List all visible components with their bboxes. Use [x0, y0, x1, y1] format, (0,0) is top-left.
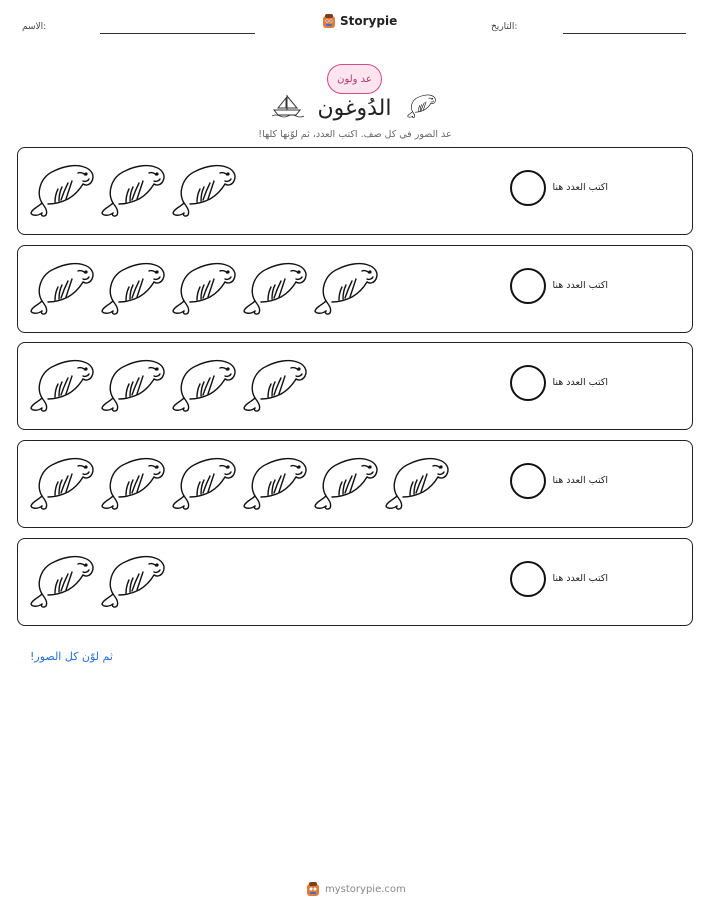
storypie-mascot-icon: [322, 13, 336, 29]
footer-instruction: ثم لوّن كل الصور!: [30, 650, 113, 663]
answer-circle[interactable]: [510, 170, 546, 206]
answer-label: اكتب العدد هنا: [552, 573, 608, 584]
site-footer: [306, 881, 406, 897]
counting-row: [17, 147, 693, 235]
instructions-text: عد الصور في كل صف. اكتب العدد، ثم لوّنها كلها!: [258, 129, 452, 140]
answer-circle[interactable]: [510, 463, 546, 499]
ship-icon: [270, 92, 304, 118]
counting-row: [17, 440, 693, 528]
activity-badge: عد ولون: [327, 64, 382, 94]
date-label: التاريخ:: [491, 22, 518, 32]
manatee-icon[interactable]: [170, 257, 240, 315]
manatee-icon[interactable]: [28, 550, 98, 608]
manatee-icon[interactable]: [170, 159, 240, 217]
page-title: الدُوغون: [317, 96, 392, 121]
date-line[interactable]: [563, 33, 686, 34]
answer-label: اكتب العدد هنا: [552, 377, 608, 388]
answer-label: اكتب العدد هنا: [552, 182, 608, 193]
name-line[interactable]: [100, 33, 255, 34]
manatee-icon[interactable]: [28, 354, 98, 412]
brand-name: Storypie: [340, 14, 398, 28]
manatee-icon[interactable]: [99, 159, 169, 217]
answer-label: اكتب العدد هنا: [552, 475, 608, 486]
manatee-icon[interactable]: [28, 452, 98, 510]
manatee-icon: [404, 92, 440, 118]
manatee-icon[interactable]: [312, 452, 382, 510]
manatee-icon[interactable]: [99, 354, 169, 412]
manatee-icon[interactable]: [170, 452, 240, 510]
manatee-icon[interactable]: [383, 452, 453, 510]
counting-row: [17, 342, 693, 430]
manatee-icon[interactable]: [241, 257, 311, 315]
manatee-icon[interactable]: [99, 452, 169, 510]
manatee-icon[interactable]: [28, 159, 98, 217]
manatee-icon[interactable]: [312, 257, 382, 315]
manatee-icon[interactable]: [241, 452, 311, 510]
answer-circle[interactable]: [510, 365, 546, 401]
manatee-icon[interactable]: [99, 257, 169, 315]
brand-logo: [322, 13, 397, 29]
storypie-mascot-small-icon: [306, 881, 320, 897]
counting-row: [17, 538, 693, 626]
manatee-icon[interactable]: [28, 257, 98, 315]
manatee-icon[interactable]: [241, 354, 311, 412]
site-url[interactable]: mystorypie.com: [325, 883, 406, 895]
answer-label: اكتب العدد هنا: [552, 280, 608, 291]
manatee-icon[interactable]: [99, 550, 169, 608]
name-label: الاسم:: [22, 22, 47, 32]
answer-circle[interactable]: [510, 561, 546, 597]
counting-row: [17, 245, 693, 333]
manatee-icon[interactable]: [170, 354, 240, 412]
answer-circle[interactable]: [510, 268, 546, 304]
